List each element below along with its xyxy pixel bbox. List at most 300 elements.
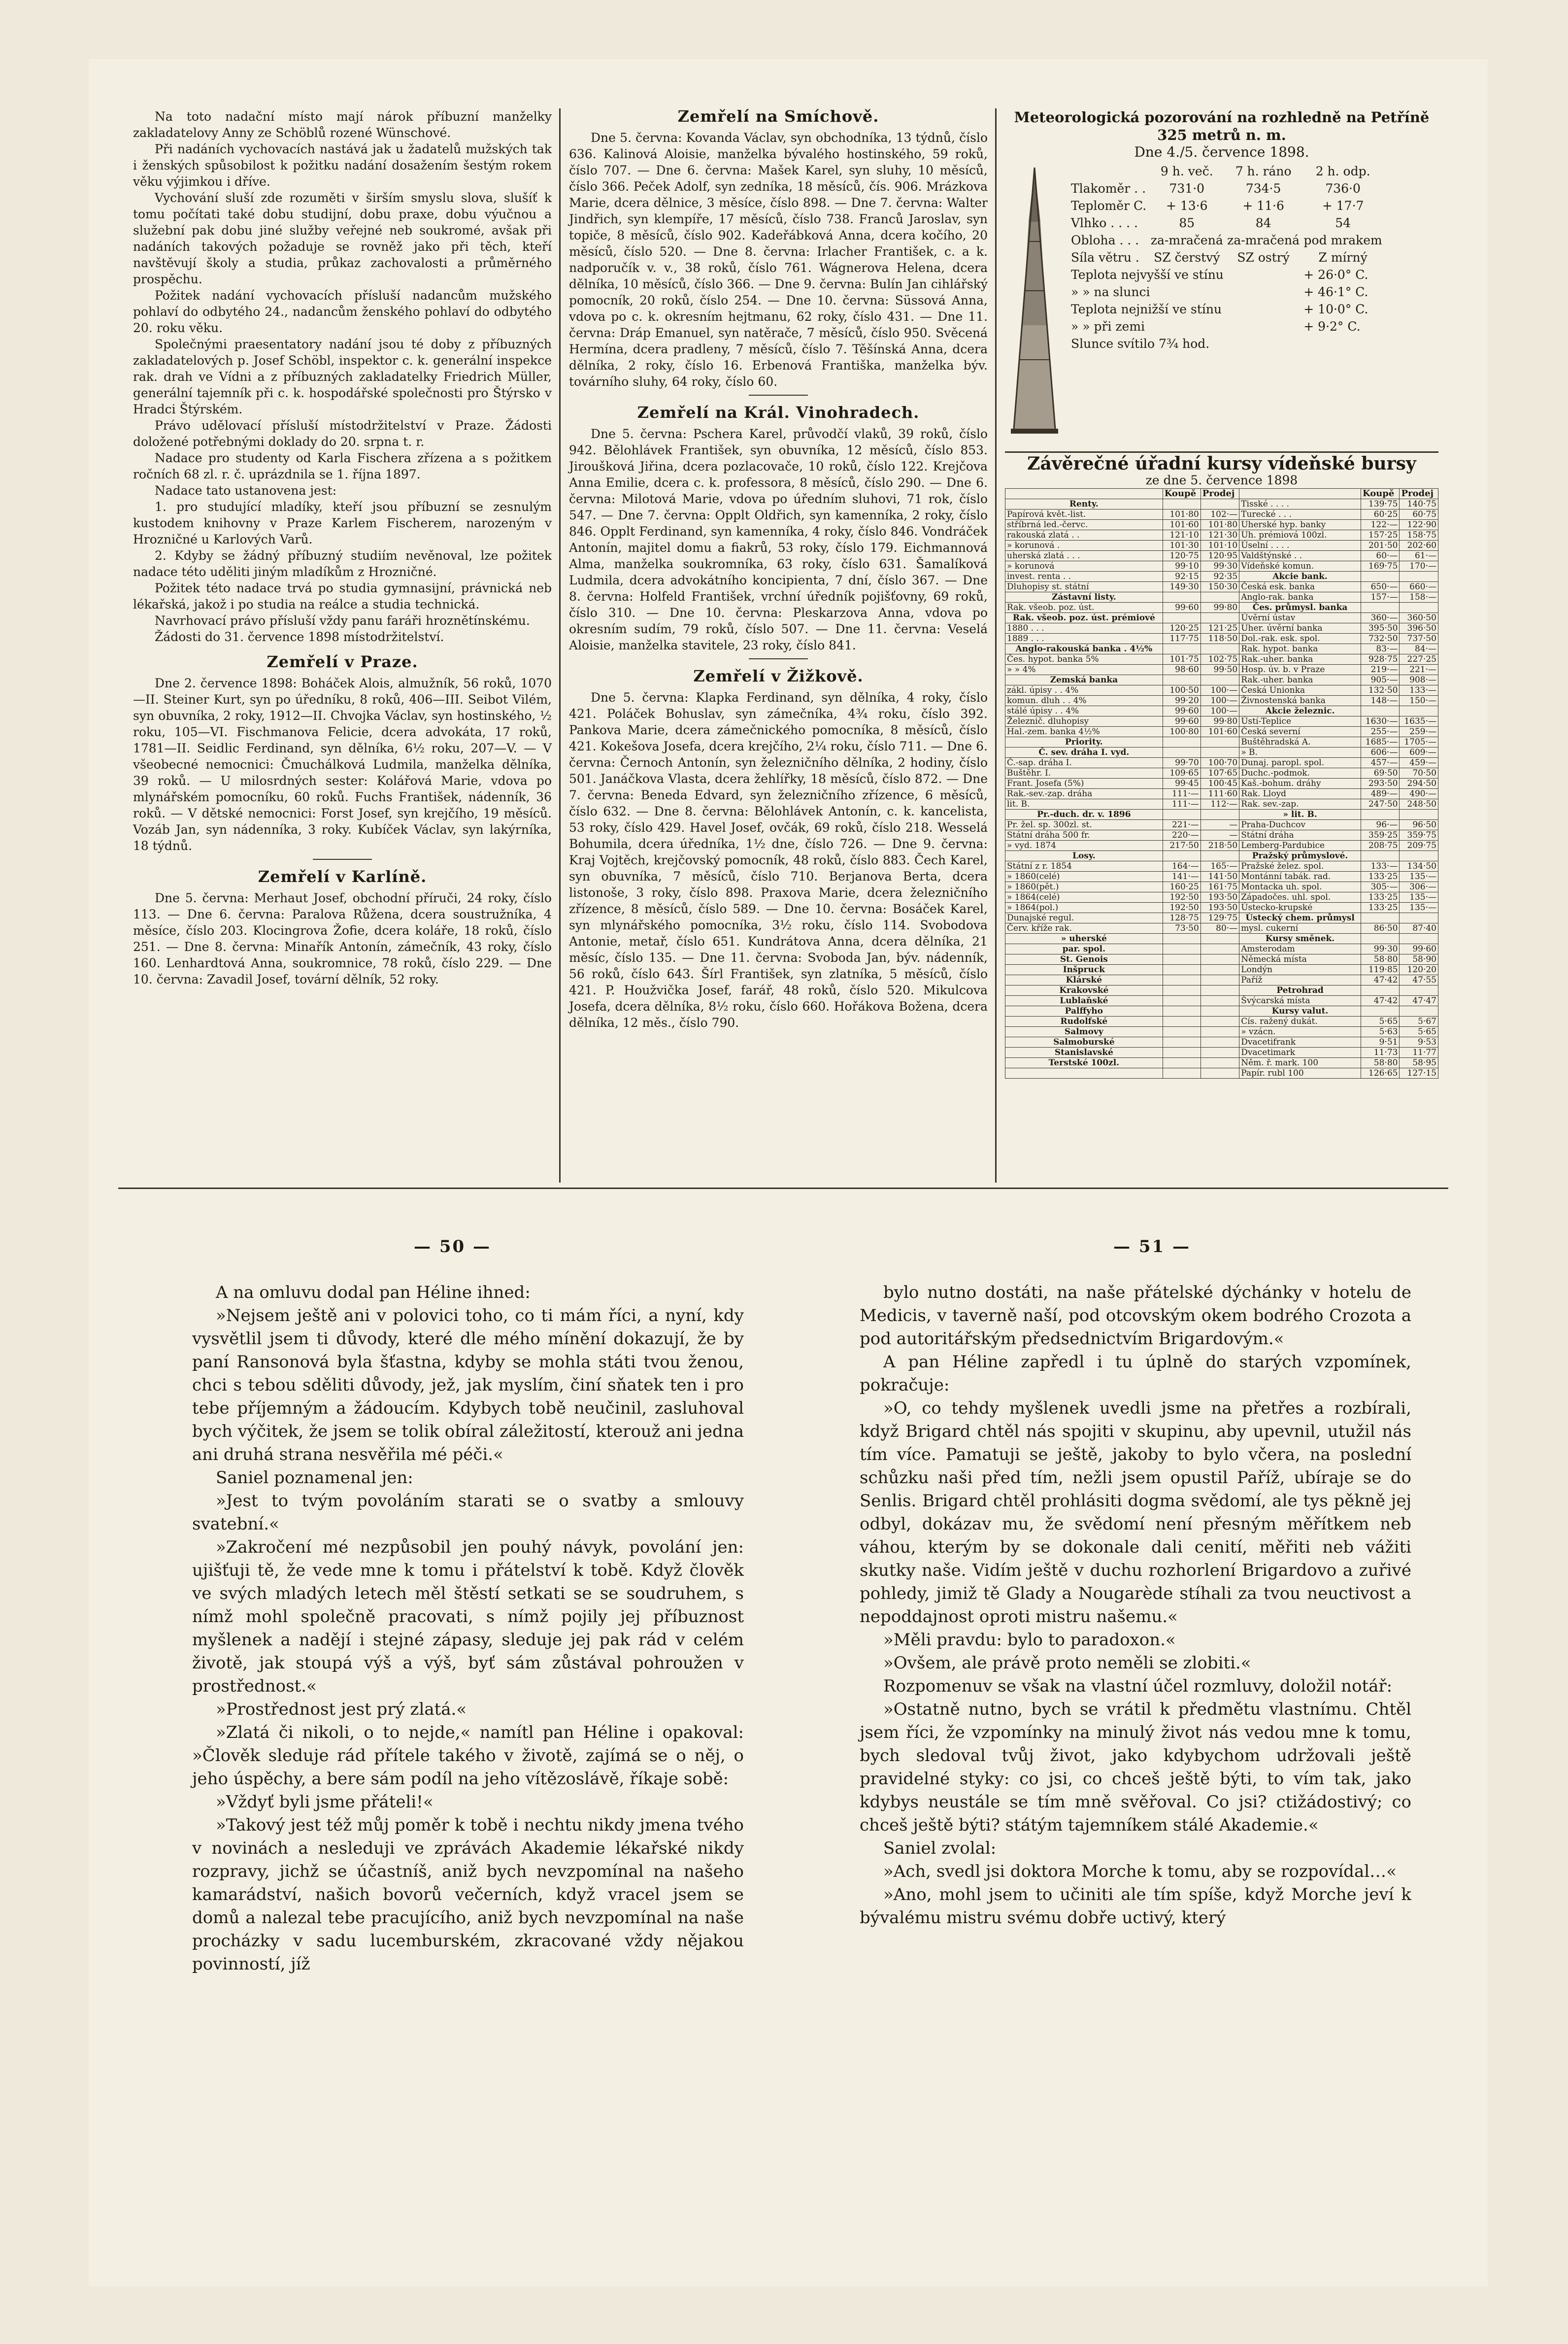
novel-paragraph: »Takový jest též můj poměr k tobě i nechtu nikdy jmena tvého v novinách a nesleduji ve zprávách Akademie lékařské nikdy rozpravy, jichž se účastníš, aniž bych nevzpomínal na našeho kamarádství, našich bovorů večerních, když vracel jsem se domů a nalezal tebe pracujícího, aniž bych nevzpomínal na naše procházky v sadu lucemburském, zkracované vždy nějakou povinností, jíž [192,1815,744,1974]
bourse-item-label: » uherské [1005,934,1163,944]
bourse-item-price [1361,706,1400,716]
bourse-header: Prodej [1400,489,1438,499]
bourse-item-price: 5·65 [1361,1017,1400,1027]
bourse-item-label: Švýcarská místa [1239,996,1361,1006]
bourse-item-price: 99·60 [1400,944,1438,954]
bourse-row [1005,737,1438,747]
bourse-row [1005,592,1438,603]
weather-value: za-mračená [1227,233,1300,247]
bourse-item-label: Turecké . . . [1239,510,1361,520]
bourse-item-price [1201,1058,1239,1068]
bourse-item-label: » vyd. 1874 [1005,841,1163,851]
bourse-item-price: 47·42 [1361,975,1400,985]
bourse-row [1005,1017,1438,1027]
bourse-item-label: Kursy valut. [1239,1006,1361,1017]
bourse-item-price: 134·50 [1400,861,1438,872]
bourse-item-price: 219·— [1361,665,1400,675]
bourse-item-price: 192·50 [1163,903,1201,913]
bourse-item-price: 99·45 [1163,779,1201,789]
bourse-item-price: 127·15 [1400,1068,1438,1079]
bourse-item-label: lit. B. [1005,799,1163,810]
sunshine-duration: Slunce svítilo 7¾ hod. [1071,337,1210,351]
weather-extra-row [1069,283,1384,301]
weather-label: Obloha . . . [1071,233,1139,247]
novel-paragraph: »Ovšem, ale právě proto neměli se zlobiti.« [883,1653,1251,1673]
bourse-item-label: Akcie bank. [1239,572,1361,582]
weather-value: SZ ostrý [1237,250,1290,265]
weather-row [1069,232,1384,249]
notice-paragraph: Nadace pro studenty od Karla Fischera zřízena a s požitkem ročních 68 zl. r. č. uprázdnila se 1. října 1897. [133,451,552,481]
bourse-header [1005,489,1163,499]
bourse-item-label: Klárské [1005,975,1163,985]
section-title-zizkov: Zemřelí v Žižkově. [693,667,864,685]
bourse-item-label: par. spol. [1005,944,1163,954]
bourse-item-label: Čes. hypot. banka 5% [1005,654,1163,665]
bourse-item-price: 83·— [1361,644,1400,654]
bourse-item-price: 98·60 [1163,665,1201,675]
bourse-row [1005,892,1438,903]
bourse-item-price: 99·20 [1163,696,1201,706]
bourse-item-price: 158·75 [1400,530,1438,541]
bourse-row [1005,944,1438,954]
bourse-item-price [1163,747,1201,758]
bourse-header [1239,489,1361,499]
weather-extra-value: + 26·0° C. [1303,268,1368,282]
bourse-table [1005,488,1438,1079]
notice-paragraph: Právo udělovací přísluší místodržitelství v Praze. Žádosti doložené potřebnými doklady do 20. srpna t. r. [133,418,552,449]
bourse-row [1005,1027,1438,1037]
bourse-item-label: Česká esk. banka [1239,582,1361,592]
notice-paragraph: Navrhovací právo přísluší vždy panu faráři hroznětínskému. [155,613,530,628]
weather-header: 7 h. ráno [1235,164,1292,178]
bourse-item-label: Pražské želez. spol. [1239,861,1361,872]
divider [749,658,808,659]
bourse-item-price: 209·75 [1400,841,1438,851]
bourse-item-price: 457·— [1361,758,1400,768]
bourse-row [1005,541,1438,551]
bourse-row [1005,654,1438,665]
bourse-item-price: 60·75 [1400,510,1438,520]
bourse-row [1005,882,1438,892]
bourse-item-label: St. Genois [1005,954,1163,965]
bourse-item-price: 293·50 [1361,779,1400,789]
weather-extra-row [1069,301,1384,318]
bourse-row [1005,851,1438,861]
bourse-item-label: Dol.-rak. esk. spol. [1239,634,1361,644]
bourse-item-price: 149·30 [1163,582,1201,592]
bourse-title: Závěrečné úřadní kursy vídeňské bursy [1027,453,1416,474]
bourse-item-label: Frant. Josefa (5%) [1005,779,1163,789]
section-title-smichov: Zemřelí na Smíchově. [677,107,879,126]
bourse-empty-cell [1163,1068,1201,1079]
bourse-item-label: mysl. cukerní [1239,923,1361,934]
bourse-item-price: 609·— [1400,747,1438,758]
bourse-subtitle: ze dne 5. července 1898 [1145,473,1298,487]
bourse-item-label: Buštěhradská A. [1239,737,1361,747]
section-text-karlin: Dne 5. června: Merhaut Josef, obchodní příruči, 24 roky, číslo 113. — Dne 6. června: Paralova Růžena, dcera soustružníka, 4 měsíce, číslo 203. Klocingrova Žofie, dcera koláře, 18 roků, číslo 251. — Dne 8. června: Minařík Antonín, zámečník, 43 roky, číslo 160. Lenhardtová Anna, soukromnice, 78 roků, číslo 229. — Dne 10. června: Zavadil Josef, tovární dělník, 52 roky. [133,891,552,986]
bourse-item-price: 92·15 [1163,572,1201,582]
bourse-item-price: 133·25 [1361,892,1400,903]
weather-box [1005,108,1438,448]
column-3 [1005,108,1438,1079]
bourse-item-price: 169·75 [1361,561,1400,572]
observation-tower-illustration [1005,163,1064,439]
bourse-item-price: 128·75 [1163,913,1201,923]
bourse-item-price: 306·— [1400,882,1438,892]
bourse-item-label: Ústecko-krupské [1239,903,1361,913]
weather-value: + 13·6 [1166,199,1208,213]
bourse-item-price [1163,944,1201,954]
section-title-vinohrady: Zemřelí na Král. Vinohradech. [637,403,920,422]
weather-value: za-mračená [1150,233,1223,247]
bourse-item-price: 99·60 [1163,706,1201,716]
weather-extra-label: Teplota nejnižší ve stínu [1071,302,1222,316]
weather-row [1069,197,1384,214]
bourse-item-price: 99·70 [1163,758,1201,768]
bourse-item-label: Živnostenská banka [1239,696,1361,706]
bourse-item-label: Valdštýnské . . [1239,551,1361,561]
bourse-item-label: komun. dluh . . 4% [1005,696,1163,706]
bourse-item-price: 69·50 [1361,768,1400,779]
bourse-item-price: 96·50 [1400,820,1438,830]
bourse-row [1005,716,1438,727]
page-number-right: — 51 — [1113,1237,1191,1257]
bourse-item-label: Dunaj. paropl. spol. [1239,758,1361,768]
bourse-item-price: 120·20 [1400,965,1438,975]
novel-paragraph: »O, co tehdy myšlenek uvedli jsme na přetřes a rozbírali, když Brigard chtěl nás spojiti v skupinu, aby upevnil, utužil nás tím více. Pamatuji se ještě, jakoby to bylo včera, na poslední schůzku naši před tím, nežli jsem opustil Paříž, ubíraje se do Senlis. Brigard chtěl prohlásiti dogma svědomí, ale tys pěkně jej odbyl, dokázav mu, že svědomí není přesným měřítkem neb váhou, kterým by se dokonale dali cenití, měřiti neb vážiti skutky naše. Vidím ještě v duchu rozhorlení Brigardovo a zuřivé pohledy, jimiž tě Glady a Nougarède stíhali za tvou neuctivost a nepoddajnost oproti mistru našemu.« [860,1398,1411,1627]
bourse-item-label: Anglo-rakouská banka . 4½% [1005,644,1163,654]
bourse-item-label: Lemberg-Pardubice [1239,841,1361,851]
bourse-item-price: 221·— [1163,820,1201,830]
bourse-item-price: 58·80 [1361,954,1400,965]
bourse-item-label: » B. [1239,747,1361,758]
bourse-item-price: 118·50 [1201,634,1239,644]
bourse-item-price: 1635·— [1400,716,1438,727]
bourse-row [1005,913,1438,923]
bourse-item-label: Česká Unionka [1239,685,1361,696]
bourse-item-label: Priority. [1005,737,1163,747]
bourse-item-price [1400,934,1438,944]
bourse-item-price: 157·25 [1361,530,1400,541]
bourse-row [1005,985,1438,996]
bourse-row [1005,1006,1438,1017]
novel-paragraph: »Vždyť byli jsme přáteli!« [216,1792,434,1812]
bourse-item-price: 201·50 [1361,541,1400,551]
bourse-item-price: 141·50 [1201,872,1239,882]
bourse-item-label: Pražský průmyslové. [1239,851,1361,861]
bourse-item-price: 126·65 [1361,1068,1400,1079]
bourse-item-label: Rak.-sev.-zap. dráha [1005,789,1163,799]
bourse-item-price: — [1201,820,1239,830]
bourse-item-label: Německá místa [1239,954,1361,965]
bourse-item-label: Vídeňské komun. [1239,561,1361,572]
bourse-item-price: 170·— [1400,561,1438,572]
bourse-item-price: 101·60 [1163,520,1201,530]
section-text-vinohrady: Dne 5. června: Pschera Karel, průvodčí vlaků, 39 roků, číslo 942. Bělohlávek František, syn obuvníka, 12 měsíců, číslo 853. Jiroušková Jiřina, dcera pozlacovače, 10 roků, číslo 122. Krejčova Anna Emilie, dcera c. k. professora, 8 měsíců, číslo 290. — Dne 6. června: Milotová Marie, vdova po úředním sluhovi, 71 rok, číslo 547. — Dne 7. června: Opplt Oldřich, syn kamenníka, 2 roky, číslo 846. Opplt Ferdinand, syn kamenníka, 4 roky, číslo 846. Vondráček Antonín, majitel domu a fiakrů, 53 roky, číslo 179. Eichmannová Alma, manželka soukromníka, 63 roky, číslo 631. Šamalíková Ludmila, dcera advokátního koncipienta, 7 dní, číslo 367. — Dne 8. června: Holfeld František, vrchní úředník pojišťovny, 69 roků, číslo 310. — Dne 10. června: Pleskarzova Anna, vdova po okresním sudím, 79 roků, číslo 507. — Dne 11. června: Veselá Aloisie, manželka stavitele, 23 roky, číslo 841. [569,427,988,652]
bourse-item-price: 129·75 [1201,913,1239,923]
novel-text-left [192,1281,744,1976]
bourse-item-label: Praha-Duchcov [1239,820,1361,830]
column-rule [559,108,561,1183]
bourse-item-price [1361,934,1400,944]
bourse-item-price [1163,737,1201,747]
newspaper-page [89,59,1488,2286]
bourse-item-label: Zástavní listy. [1005,592,1163,603]
bourse-item-price: 650·— [1361,582,1400,592]
bourse-item-price: 100·— [1201,706,1239,716]
bourse-item-label: Stanislavské [1005,1048,1163,1058]
weather-value: 84 [1255,216,1271,230]
weather-table [1069,163,1384,352]
bourse-item-label: Kursy směnek. [1239,934,1361,944]
weather-extra-label: Teplota nejvyšší ve stínu [1071,268,1224,282]
weather-extra-row [1069,266,1384,283]
bourse-item-price: 220·— [1163,830,1201,841]
bourse-item-price: 60·25 [1361,510,1400,520]
bourse-item-price: 360·50 [1400,613,1438,623]
bourse-item-price: 133·— [1400,685,1438,696]
weather-value: + 11·6 [1242,199,1284,213]
bourse-item-price: 164·— [1163,861,1201,872]
bourse-item-label: stříbrná led.-červc. [1005,520,1163,530]
bourse-item-price [1361,810,1400,820]
notice-paragraph: Společnými praesentatory nadání jsou té doby z příbuzných zakladatelových p. Josef Schöbl, inspektor c. k. generální inspekce rak. drah ve Vídni a z příbuzných zakladatelky Friedrich Müller, generální tajemník při c. k. hospodářské společnosti pro Štýrsko v Hradci Štýrském. [133,337,552,416]
novel-paragraph: »Ach, svedl jsi doktora Morche k tomu, aby se rozpovídal…« [883,1862,1397,1881]
bourse-item-label: Krakovské [1005,985,1163,996]
bourse-item-price: 1630·— [1361,716,1400,727]
weather-extra-label: » » na slunci [1071,285,1150,299]
bourse-row [1005,758,1438,768]
bourse-item-price: 360·— [1361,613,1400,623]
bourse-item-label: Buštěhr. I. [1005,768,1163,779]
bourse-item-price [1163,613,1201,623]
bourse-item-price: 259·— [1400,727,1438,737]
weather-title: Meteorologická pozorování na rozhledně na Petříně 325 metrů n. m. [1014,109,1430,143]
bourse-item-price: 99·80 [1201,716,1239,727]
section-text-zizkov: Dne 5. června: Klapka Ferdinand, syn dělníka, 4 roky, číslo 421. Poláček Bohuslav, syn zámečníka, 4¾ roku, číslo 392. Pankova Marie, dcera zámečnického pomocníka, 8 měsíců, číslo 421. Kokešova Josefa, dcera krejčího, 2¼ roku, číslo 711. — Dne 6. června: Černoch Antonín, syn železničního dělníka, 2 hodiny, číslo 501. Janáčkova Vlasta, dcera žehlířky, 18 měsíců, číslo 872. — Dne 7. června: Beneda Edvard, syn železničního zřízence, 6 měsíců, číslo 632. — Dne 8. června: Bělohlávek Antonín, c. k. kancelista, 53 roky, číslo 429. Havel Josef, ovčák, 69 roků, číslo 218. Wesselá Bohumila, dcera úředníka, 1½ dne, číslo 726. — Dne 9. června: Kraj Vojtěch, krejčovský pomocník, 48 roků, číslo 883. Čech Karel, syn obuvníka, 7 měsíců, číslo 710. Berjanova Berta, dcera listonoše, 3 roky, číslo 898. Praxova Marie, dcera železničního zřízence, 8 měsíců, číslo 589. — Dne 10. června: Bosáček Karel, syn mlynářského pomocníka, 3½ roku, číslo 114. Svobodova Antonie, metař, číslo 651. Kundrátova Anna, dcera dělníka, 21 měsíc, číslo 135. — Dne 11. června: Svoboda Jan, býv. nádenník, 56 roků, číslo 643. Šírl František, syn zlatníka, 5 měsíců, číslo 421. P. Houžvička Josef, farář, 48 roků, číslo 520. Mikulcova Josefa, dcera dělníka, 8½ roku, číslo 660. Hořákova Božena, dcera dělníka, 12 měs., číslo 790. [569,690,988,1030]
bourse-item-label: 1880 . . . [1005,623,1163,634]
bourse-item-price: 47·42 [1361,996,1400,1006]
bourse-item-label: Kaš.-bohum. dráhy [1239,779,1361,789]
bourse-item-price [1163,675,1201,685]
bourse-item-price: 119·85 [1361,965,1400,975]
bourse-row [1005,1037,1438,1048]
bourse-empty-cell [1005,1068,1163,1079]
bourse-row [1005,820,1438,830]
bourse-item-price: 5·67 [1400,1017,1438,1027]
bourse-header: Koupě [1361,489,1400,499]
weather-extra-value: + 9·2° C. [1303,319,1361,334]
bourse-item-price: 11·77 [1400,1048,1438,1058]
bourse-item-price: 120·95 [1201,551,1239,561]
bourse-row [1005,696,1438,706]
bourse-item-price: 109·65 [1163,768,1201,779]
bourse-item-price: 161·75 [1201,882,1239,892]
weather-label: Vlhko . . . . [1071,216,1138,230]
bourse-item-price: 101·80 [1163,510,1201,520]
weather-label: Teploměr C. [1071,199,1147,213]
bourse-item-price [1400,572,1438,582]
bourse-item-price: — [1201,830,1239,841]
bourse-item-price: 1705·— [1400,737,1438,747]
notice-paragraph: Požitek této nadace trvá po studia gymnasijní, právnická neb lékařská, jakož i po studia na reálce a studia technická. [133,581,552,611]
weather-header: 9 h. več. [1160,164,1213,178]
bourse-row [1005,613,1438,623]
bourse-item-price [1201,613,1239,623]
novel-paragraph: »Nejsem ještě ani v polovici toho, co ti mám říci, a nyní, kdy vysvětlil jsem ti důvody, které dle mého mínění dokazují, že by paní Ransonová byla šťastna, kdyby se mohla státi tvou ženou, chci s tebou sděliti důvody, jež, jak myslím, činí sňatek ten i pro tebe příjemným a žádoucím. Kdybych tobě neučinil, zasluhoval bych výčitek, že jsem se tolik obíral záležitostí, kterouž ani jedna ani druhá strana nesvěřila mé péči.« [192,1306,744,1464]
bourse-item-price: 11·73 [1361,1048,1400,1058]
bourse-item-label: Palffyho [1005,1006,1163,1017]
novel-paragraph: »Ostatně nutno, bych se vrátil k předmětu vlastnímu. Chtěl jsem říci, že vzpomínky na minulý život nás vedou mne k tomu, bych sledoval tvůj život, jako kdybychom udržovali ještě pravidelné styky: co jsi, co chceš ještě býti, to vím tak, jako kdybys neustále se tím mně svěřoval. Co jsi? ctižádostivý; co chceš ještě býti? státým tajemníkem stálé Akademie.« [860,1699,1411,1835]
bourse-item-price [1361,913,1400,923]
bourse-item-label: Uher. úvěrní banka [1239,623,1361,634]
section-text-smichov: Dne 5. června: Kovanda Václav, syn obchodníka, 13 týdnů, číslo 636. Kalinová Aloisie, manželka bývalého hostinského, 59 roků, číslo 707. — Dne 6. června: Mašek Karel, syn sluhy, 10 měsíců, číslo 366. Peček Adolf, syn zedníka, 18 měsíců, čís. 906. Mrázkova Marie, dcera dělnice, 3 měsíce, číslo 898. — Dne 7. června: Walter Jindřich, syn klempíře, 17 měsíců, číslo 738. Franců Jaroslav, syn topiče, 8 měsíců, číslo 902. Kadeřábková Anna, dcera kočího, 20 měsíců, číslo 520. — Dne 8. června: Irlacher František, c. a k. nadporučík v. v., 38 roků, číslo 761. Wágnerova Helena, dcera dělníka, 10 měsíců, číslo 366. — Dne 9. června: Bulín Jan cihlářský pomocník, 20 roků, číslo 254. — Dne 10. června: Süssová Anna, vdova po c. k. okresním hejtmanu, 62 roky, číslo 431. — Dne 11. června: Dráp Emanuel, syn natěrače, 7 měsíců, číslo 950. Svěcená Hermína, dcera pradleny, 7 měsíců, číslo 7. Těšínská Anna, dcera dělníka, 2 roky, číslo 16. Erbenová Františka, manželka býv. továrního sluhy, 64 roky, číslo 60. [569,131,988,389]
bourse-item-price [1400,913,1438,923]
bourse-item-label: Losy. [1005,851,1163,861]
bourse-item-price: 359·25 [1361,830,1400,841]
bourse-item-label: Dunajské regul. [1005,913,1163,923]
bourse-item-price: 122·— [1361,520,1400,530]
bourse-row [1005,634,1438,644]
column-rule [995,108,997,1183]
weather-value: 734·5 [1245,181,1281,196]
bourse-item-label: Dvacetifrank [1239,1037,1361,1048]
weather-extra-row [1069,318,1384,335]
weather-value: + 17·7 [1322,199,1364,213]
bourse-item-price: 133·— [1361,861,1400,872]
bourse-item-label: Státní z r. 1854 [1005,861,1163,872]
bourse-item-label: Česká severní [1239,727,1361,737]
bourse-item-label: » korunová . [1005,541,1163,551]
bourse-row [1005,872,1438,882]
bourse-row [1005,923,1438,934]
bourse-item-price: 73·50 [1163,923,1201,934]
novel-paragraph: »Zakročení mé nezpůsobil jen pouhý návyk, povolání jen: ujišťuji tě, že vede mne k tomu i přátelství k tobě. Když člověk ve svých mladých letech měl štěstí setkati se se soudruhem, s nímž mohl společně pracovati, s nímž pojily jej příbuznost myšlenek a nadějí i stejné zápasy, sleduje jej pak rád v celém životě, jak stoupá výš a výš, byť sám zůstával pohroužen v prostřednost.« [192,1537,744,1696]
bourse-row [1005,799,1438,810]
novel-paragraph: »Prostřednost jest prý zlatá.« [216,1699,467,1719]
bourse-item-label: » vzácn. [1239,1027,1361,1037]
bourse-item-price [1201,1017,1239,1027]
bourse-item-label: Státní dráha 500 fr. [1005,830,1163,841]
bourse-item-price [1400,985,1438,996]
bourse-item-label: » lit. B. [1239,810,1361,820]
bourse-item-price [1163,934,1201,944]
bourse-item-price: 100·45 [1201,779,1239,789]
bourse-item-label: Rak. Lloyd [1239,789,1361,799]
bourse-item-price [1361,1006,1400,1017]
bourse-item-price: 102·— [1201,510,1239,520]
bourse-item-label: Montánní tabák. rad. [1239,872,1361,882]
bourse-item-price: 84·— [1400,644,1438,654]
bourse-item-price: 133·25 [1361,903,1400,913]
weather-row [1069,249,1384,266]
bourse-row [1005,1068,1438,1079]
bourse-item-label: Terstské 100zl. [1005,1058,1163,1068]
bourse-item-price: 660·— [1400,582,1438,592]
bourse-item-price [1163,1037,1201,1048]
bourse-item-price: 192·50 [1163,892,1201,903]
bourse-item-price: 58·95 [1400,1058,1438,1068]
bourse-item-label: » 1860(celé) [1005,872,1163,882]
bourse-row [1005,675,1438,685]
bourse-item-price: 908·— [1400,675,1438,685]
bourse-row [1005,623,1438,634]
bourse-item-price [1163,1058,1201,1068]
bourse-item-price: 99·30 [1361,944,1400,954]
bourse-row [1005,1048,1438,1058]
bourse-item-label: Ústecký chem. průmysl [1239,913,1361,923]
divider [313,859,372,860]
section-title-karlin: Zemřelí v Karlíně. [258,867,427,886]
novel-paragraph: Rozpomenuv se však na vlastní účel rozmluvy, doložil notář: [883,1676,1393,1696]
bourse-item-price: 5·65 [1400,1027,1438,1037]
bourse-item-price: 9·53 [1400,1037,1438,1048]
bourse-item-label: Amsterodam [1239,944,1361,954]
bourse-row [1005,954,1438,965]
bourse-item-label: Č. sev. dráha I. vyd. [1005,747,1163,758]
bourse-item-price: 157·— [1361,592,1400,603]
weather-value: pod mrakem [1303,233,1382,247]
bourse-row [1005,841,1438,851]
novel-paragraph: A pan Héline zapředl i tu úplně do starých vzpomínek, pokračuje: [860,1352,1411,1395]
bourse-row [1005,779,1438,789]
bourse-item-label: zákl. úpisy . . 4% [1005,685,1163,696]
novel-paragraph: A na omluvu dodal pan Héline ihned: [216,1283,531,1302]
bourse-item-price [1201,934,1239,944]
bourse-item-label: Petrohrad [1239,985,1361,996]
bourse-item-label: Pr.-duch. dr. v. 1896 [1005,810,1163,820]
bourse-item-price [1163,1006,1201,1017]
bourse-row [1005,644,1438,654]
bourse-item-price [1201,810,1239,820]
bourse-item-price: 165·— [1201,861,1239,872]
bourse-item-price: 459·— [1400,758,1438,768]
bourse-item-label: 1889 . . . [1005,634,1163,644]
bourse-item-price: 208·75 [1361,841,1400,851]
bourse-item-price: 86·50 [1361,923,1400,934]
bourse-item-label: Papír. rubl 100 [1239,1068,1361,1079]
bourse-item-label: Lublaňské [1005,996,1163,1006]
notice-paragraph: 2. Kdyby se žádný příbuzný studiím nevěnoval, lze požitek nadace této uděliti jiným mladíkům z Hrozničné. [133,548,552,579]
bourse-row [1005,996,1438,1006]
bourse-item-label: Salmovy [1005,1027,1163,1037]
bourse-item-price: 255·— [1361,727,1400,737]
bourse-item-price: 248·50 [1400,799,1438,810]
bourse-item-price: 122·90 [1400,520,1438,530]
bourse-item-label: » 1860(pět.) [1005,882,1163,892]
bourse-item-price: 193·50 [1201,892,1239,903]
bourse-item-price: 732·50 [1361,634,1400,644]
weather-label: Síla větru . [1071,250,1139,265]
bourse-item-label: Salmoburské [1005,1037,1163,1048]
weather-value: 731·0 [1169,181,1205,196]
bourse-item-price: 47·47 [1400,996,1438,1006]
bourse-item-price [1201,1048,1239,1058]
bourse-item-label: Renty. [1005,499,1163,510]
notice-paragraph: Na toto nadační místo mají nárok příbuzní manželky zakladatelovy Anny ze Schöblů rozené Wünschové. [133,109,552,140]
bourse-item-label: Uh. prémiová 100zl. [1239,530,1361,541]
bourse-item-price: 135·— [1400,872,1438,882]
bourse-item-price: 202·60 [1400,541,1438,551]
bourse-item-price: 100·70 [1201,758,1239,768]
bourse-item-label: Něm. ř. mark. 100 [1239,1058,1361,1068]
bourse-item-price [1400,603,1438,613]
bourse-item-label: » korunová [1005,561,1163,572]
divider [749,395,808,396]
bourse-row [1005,572,1438,582]
bourse-item-label: Cís. ražený dukát. [1239,1017,1361,1027]
bourse-item-price [1163,1048,1201,1058]
